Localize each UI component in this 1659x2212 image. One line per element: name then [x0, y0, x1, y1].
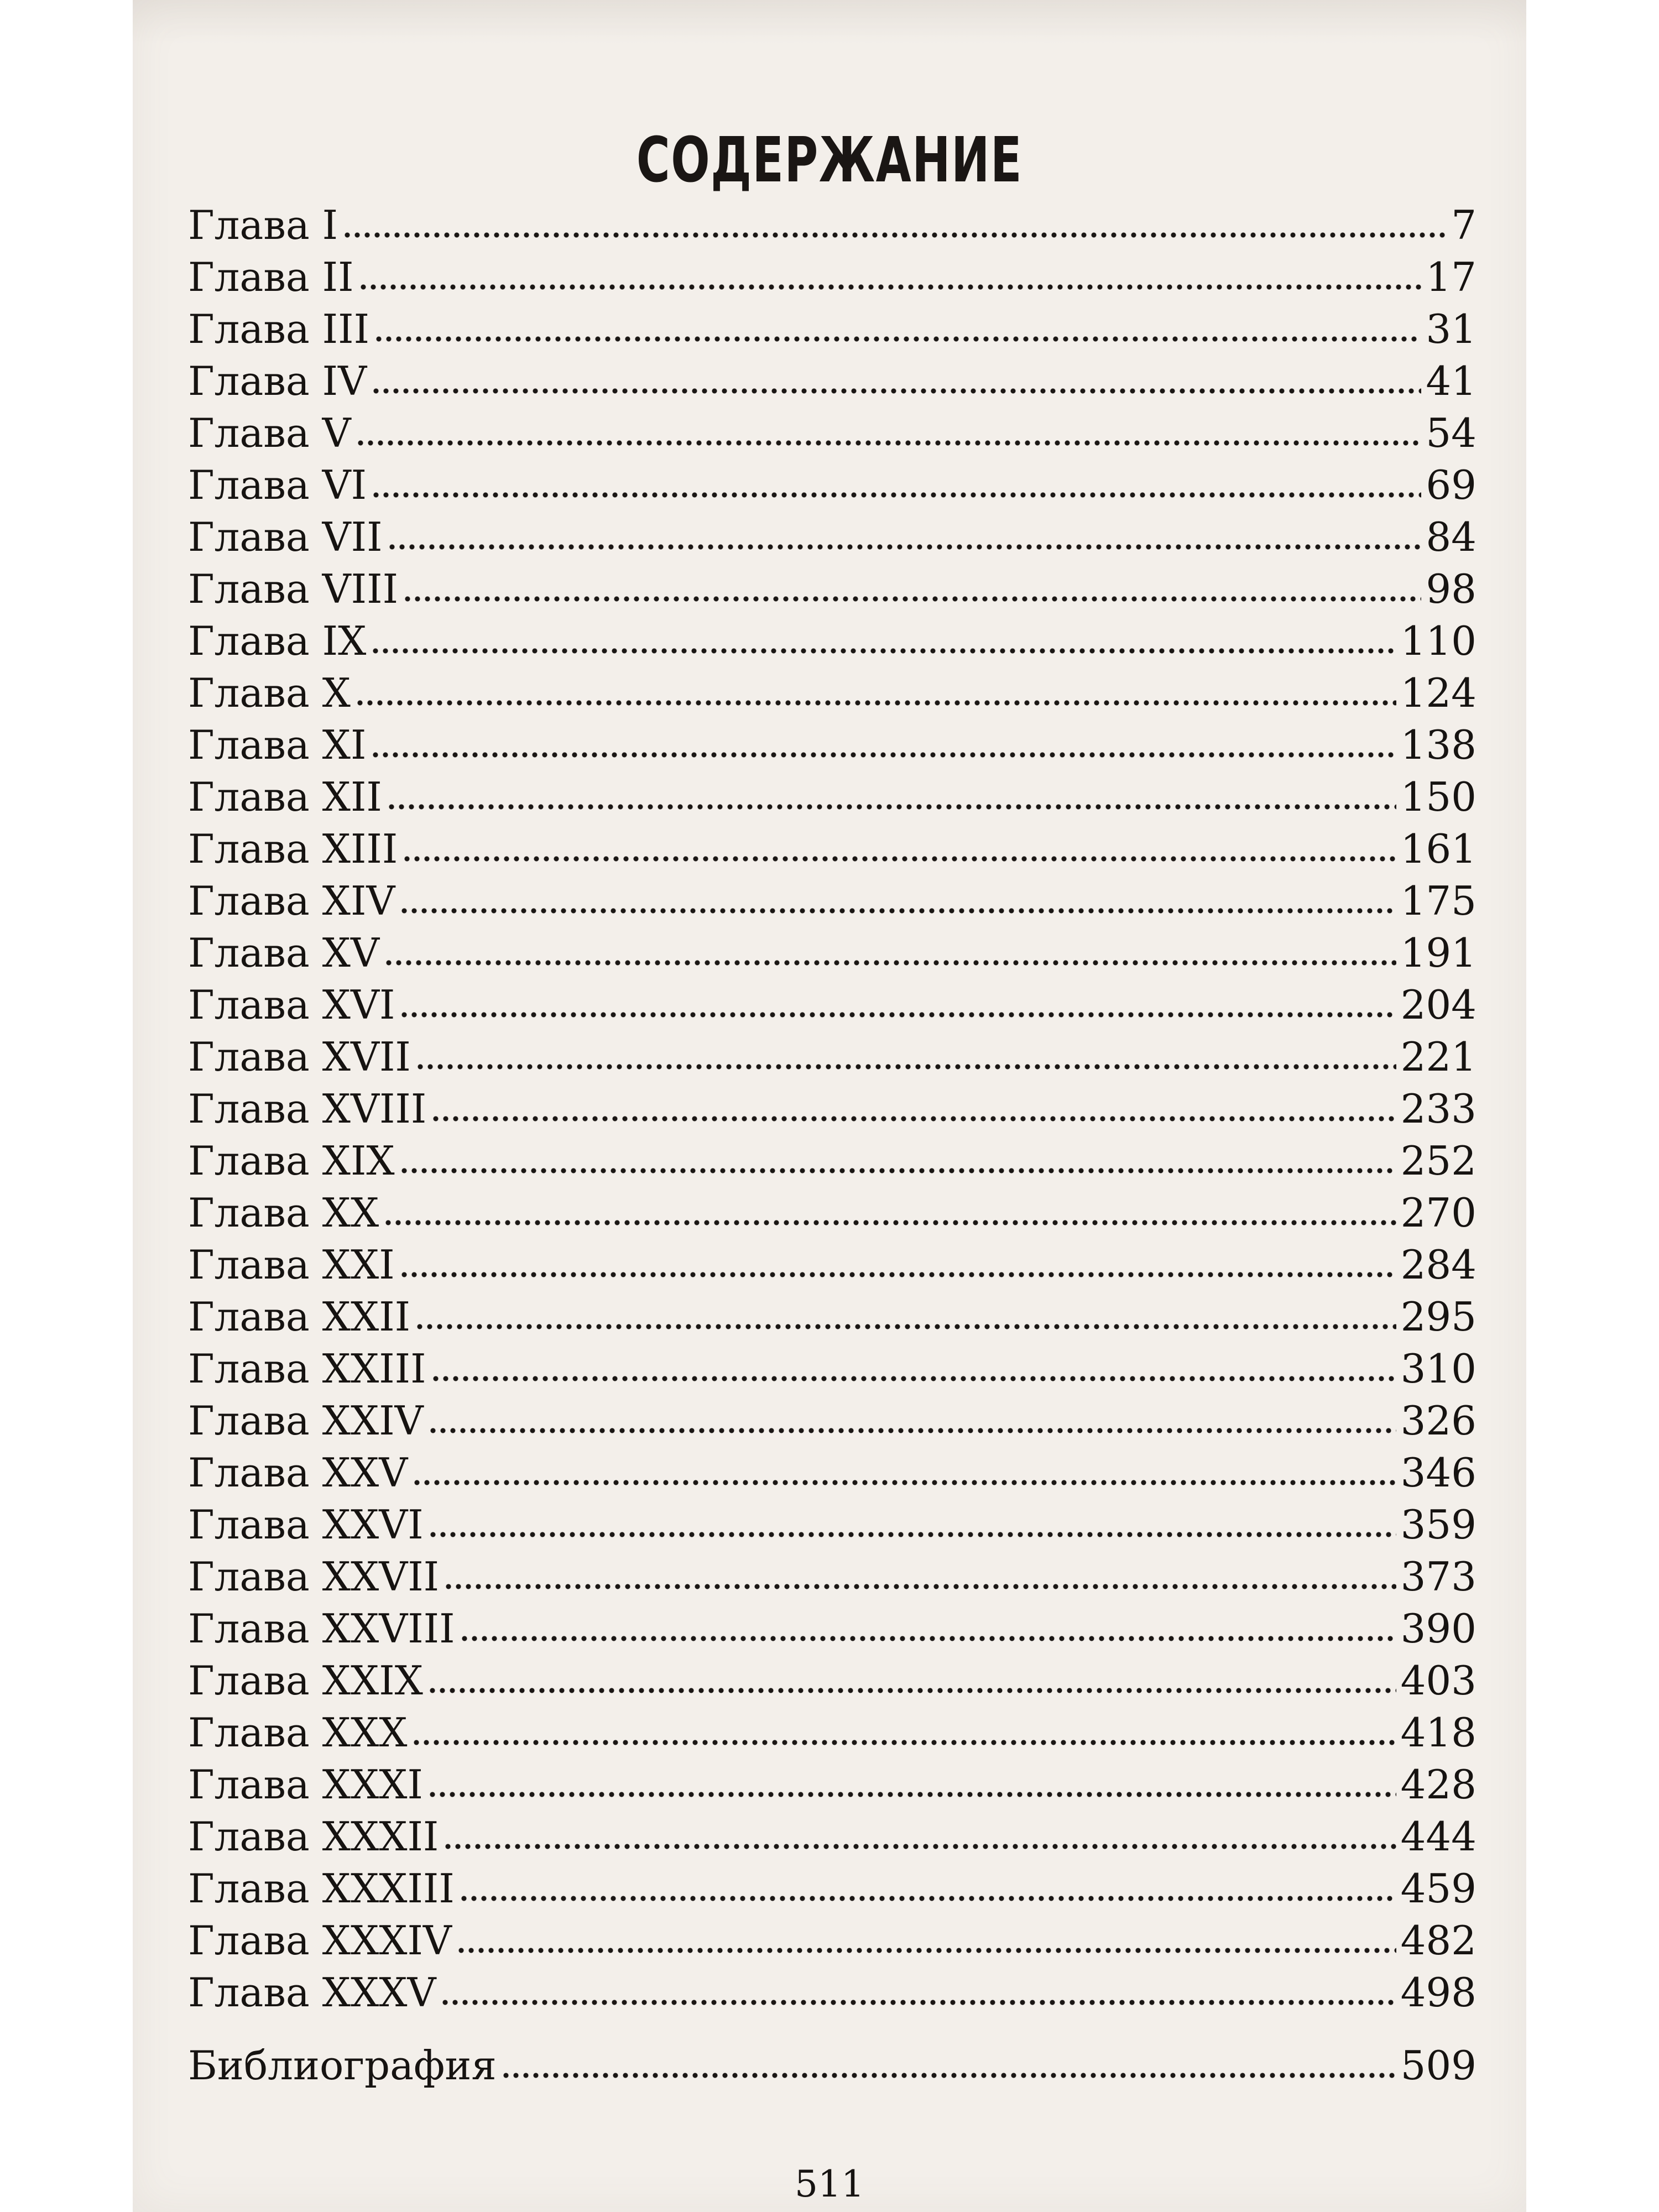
toc-entry-page: 221	[1400, 1034, 1477, 1080]
toc-entry	[188, 459, 1477, 511]
toc-entry-page: 204	[1400, 982, 1477, 1028]
toc-entry	[188, 563, 1477, 615]
toc-entry-label: Глава XXVI	[188, 1501, 424, 1548]
toc-entry-page: 7	[1451, 202, 1477, 248]
toc-entry-page: 403	[1400, 1657, 1477, 1704]
dot-leader	[371, 492, 1421, 498]
toc-entry-label: Глава XVI	[188, 982, 395, 1028]
toc-entry	[188, 1551, 1477, 1603]
toc-entry-label: Глава I	[188, 202, 338, 248]
toc-entry-label: Глава XII	[188, 774, 382, 820]
toc-entry-page: 509	[1400, 2042, 1477, 2089]
toc-entry-page: 459	[1400, 1865, 1477, 1912]
dot-leader	[403, 596, 1421, 602]
toc-entry-label: Глава XVII	[188, 1034, 411, 1080]
toc-entry-label: Глава XXXII	[188, 1813, 439, 1860]
toc-entry-label: Глава XXX	[188, 1709, 408, 1756]
dot-leader	[501, 2073, 1396, 2078]
toc-entry	[188, 355, 1477, 407]
dot-leader	[415, 1324, 1396, 1329]
dot-leader	[427, 1792, 1396, 1797]
toc-entry-page: 31	[1426, 306, 1477, 352]
toc-entry	[188, 1603, 1477, 1655]
toc-entry-label: Глава XXV	[188, 1449, 408, 1496]
toc-entry	[188, 615, 1477, 667]
toc-entry	[188, 251, 1477, 303]
toc-entry-page: 41	[1426, 358, 1477, 404]
toc-entry	[188, 1187, 1477, 1239]
dot-leader	[358, 284, 1422, 290]
toc-entry	[188, 511, 1477, 563]
toc-entry-label: Глава XXXIV	[188, 1917, 452, 1964]
toc-entry-page: 252	[1400, 1138, 1477, 1184]
dot-leader	[460, 1636, 1396, 1641]
toc-entry	[188, 1395, 1477, 1447]
toc-entry-label: Глава XIX	[188, 1138, 395, 1184]
toc-entry	[188, 823, 1477, 875]
toc-entry-label: Глава XVIII	[188, 1086, 427, 1132]
toc-entry-page: 233	[1400, 1086, 1477, 1132]
toc-entry-label: Глава VI	[188, 462, 367, 508]
toc-entry	[188, 1135, 1477, 1187]
scan-shading	[133, 0, 1526, 44]
dot-leader	[399, 1272, 1396, 1277]
dot-leader	[444, 1584, 1396, 1589]
dot-leader	[412, 1480, 1396, 1485]
toc-entry-label: Глава XV	[188, 930, 379, 976]
toc-entry-label: Глава XXXI	[188, 1761, 423, 1808]
toc-entry-label: Глава VII	[188, 514, 383, 560]
toc-entry	[188, 1239, 1477, 1291]
dot-leader	[371, 648, 1396, 654]
toc-entry	[188, 407, 1477, 459]
dot-leader	[402, 856, 1396, 862]
dot-leader	[431, 1376, 1396, 1381]
toc-entry-label: Глава XXI	[188, 1241, 395, 1288]
dot-leader	[456, 1948, 1396, 1953]
toc-entry-page: 150	[1400, 774, 1477, 820]
dot-leader	[415, 1064, 1396, 1070]
toc-entry-page: 295	[1400, 1293, 1477, 1340]
toc-entry-page: 17	[1426, 254, 1477, 300]
dot-leader	[428, 1532, 1396, 1537]
dot-leader	[427, 1688, 1396, 1693]
toc-entry	[188, 979, 1477, 1031]
toc-entry-page: 390	[1400, 1605, 1477, 1652]
toc-entry-label: Глава XX	[188, 1190, 379, 1236]
toc-entry-label: Глава IV	[188, 358, 367, 404]
dot-leader	[371, 388, 1421, 394]
dot-leader	[356, 440, 1422, 446]
toc-entry	[188, 1083, 1477, 1135]
dot-leader	[383, 1220, 1396, 1225]
book-page	[133, 0, 1526, 2212]
toc-entry-label: Глава XXIV	[188, 1397, 424, 1444]
dot-leader	[387, 544, 1422, 550]
toc-entry	[188, 1655, 1477, 1707]
toc-entry	[188, 1447, 1477, 1499]
dot-leader	[371, 752, 1396, 758]
toc-entry	[188, 927, 1477, 979]
toc-entry	[188, 1291, 1477, 1343]
toc-entry-page: 161	[1400, 826, 1477, 872]
dot-leader	[399, 1168, 1396, 1173]
toc-entry-label: Глава II	[188, 254, 354, 300]
dot-leader	[411, 1740, 1396, 1745]
toc-entry-page: 359	[1400, 1501, 1477, 1548]
toc-entry	[188, 1863, 1477, 1914]
toc-entry	[188, 875, 1477, 927]
toc-entry	[188, 1707, 1477, 1759]
toc-entry-label: Глава VIII	[188, 566, 399, 612]
toc-entry-page: 310	[1400, 1345, 1477, 1392]
toc-entry-page: 110	[1400, 618, 1477, 664]
toc-entry-page: 69	[1426, 462, 1477, 508]
table-of-contents	[188, 199, 1477, 2091]
toc-entry-label: Глава XIII	[188, 826, 398, 872]
dot-leader	[440, 2000, 1396, 2005]
toc-entry	[188, 1499, 1477, 1551]
dot-leader	[387, 804, 1396, 810]
toc-entry-page: 270	[1400, 1190, 1477, 1236]
dot-leader	[342, 232, 1447, 238]
toc-entry-page: 84	[1426, 514, 1477, 560]
toc-entry-page: 444	[1400, 1813, 1477, 1860]
toc-entry-page: 54	[1426, 410, 1477, 456]
toc-entry-label: Глава XXXIII	[188, 1865, 455, 1912]
toc-entry-page: 98	[1426, 566, 1477, 612]
toc-entry-page: 175	[1400, 878, 1477, 924]
toc-entry-page: 346	[1400, 1449, 1477, 1496]
toc-entry-label: Глава XXVIII	[188, 1605, 455, 1652]
toc-entry	[188, 1759, 1477, 1811]
toc-entry-page: 191	[1400, 930, 1477, 976]
toc-entry-label: Глава V	[188, 410, 351, 456]
toc-entry-label: Глава XIV	[188, 878, 395, 924]
toc-entry	[188, 1914, 1477, 1966]
toc-entry-page: 326	[1400, 1397, 1477, 1444]
toc-entry-page: 284	[1400, 1241, 1477, 1288]
page-title: СОДЕРЖАНИЕ	[636, 124, 1023, 197]
page-number: 511	[795, 2163, 864, 2205]
toc-entry-label: Глава XI	[188, 722, 367, 768]
dot-leader	[374, 336, 1421, 342]
toc-entry	[188, 303, 1477, 355]
toc-entry-page: 428	[1400, 1761, 1477, 1808]
toc-entry-label: Библиография	[188, 2042, 497, 2089]
toc-entry	[188, 1031, 1477, 1083]
toc-entry-label: Глава XXVII	[188, 1553, 440, 1600]
toc-entry	[188, 719, 1477, 771]
dot-leader	[399, 908, 1396, 914]
dot-leader	[355, 700, 1396, 706]
toc-entry	[188, 199, 1477, 251]
toc-entry-page: 482	[1400, 1917, 1477, 1964]
toc-entry-label: Глава XXII	[188, 1293, 411, 1340]
dot-leader	[399, 1012, 1396, 1018]
dot-leader	[384, 960, 1396, 966]
toc-entry-label: Глава XXIII	[188, 1345, 426, 1392]
toc-entry-bibliography	[188, 2039, 1477, 2091]
toc-entry-page: 498	[1400, 1969, 1477, 2016]
toc-entry-page: 124	[1400, 670, 1477, 716]
toc-entry	[188, 1966, 1477, 2018]
dot-leader	[443, 1844, 1396, 1849]
toc-entry-label: Глава X	[188, 670, 351, 716]
toc-entry	[188, 1343, 1477, 1395]
toc-entry-label: Глава XXIX	[188, 1657, 423, 1704]
toc-entry-page: 418	[1400, 1709, 1477, 1756]
toc-entry-label: Глава IX	[188, 618, 367, 664]
toc-entry-page: 373	[1400, 1553, 1477, 1600]
dot-leader	[428, 1428, 1396, 1433]
toc-entry	[188, 667, 1477, 719]
toc-entry	[188, 1811, 1477, 1863]
toc-entry	[188, 771, 1477, 823]
dot-leader	[431, 1116, 1396, 1121]
toc-entry-label: Глава III	[188, 306, 370, 352]
dot-leader	[459, 1896, 1396, 1901]
toc-entry-page: 138	[1400, 722, 1477, 768]
toc-entry-label: Глава XXXV	[188, 1969, 436, 2016]
